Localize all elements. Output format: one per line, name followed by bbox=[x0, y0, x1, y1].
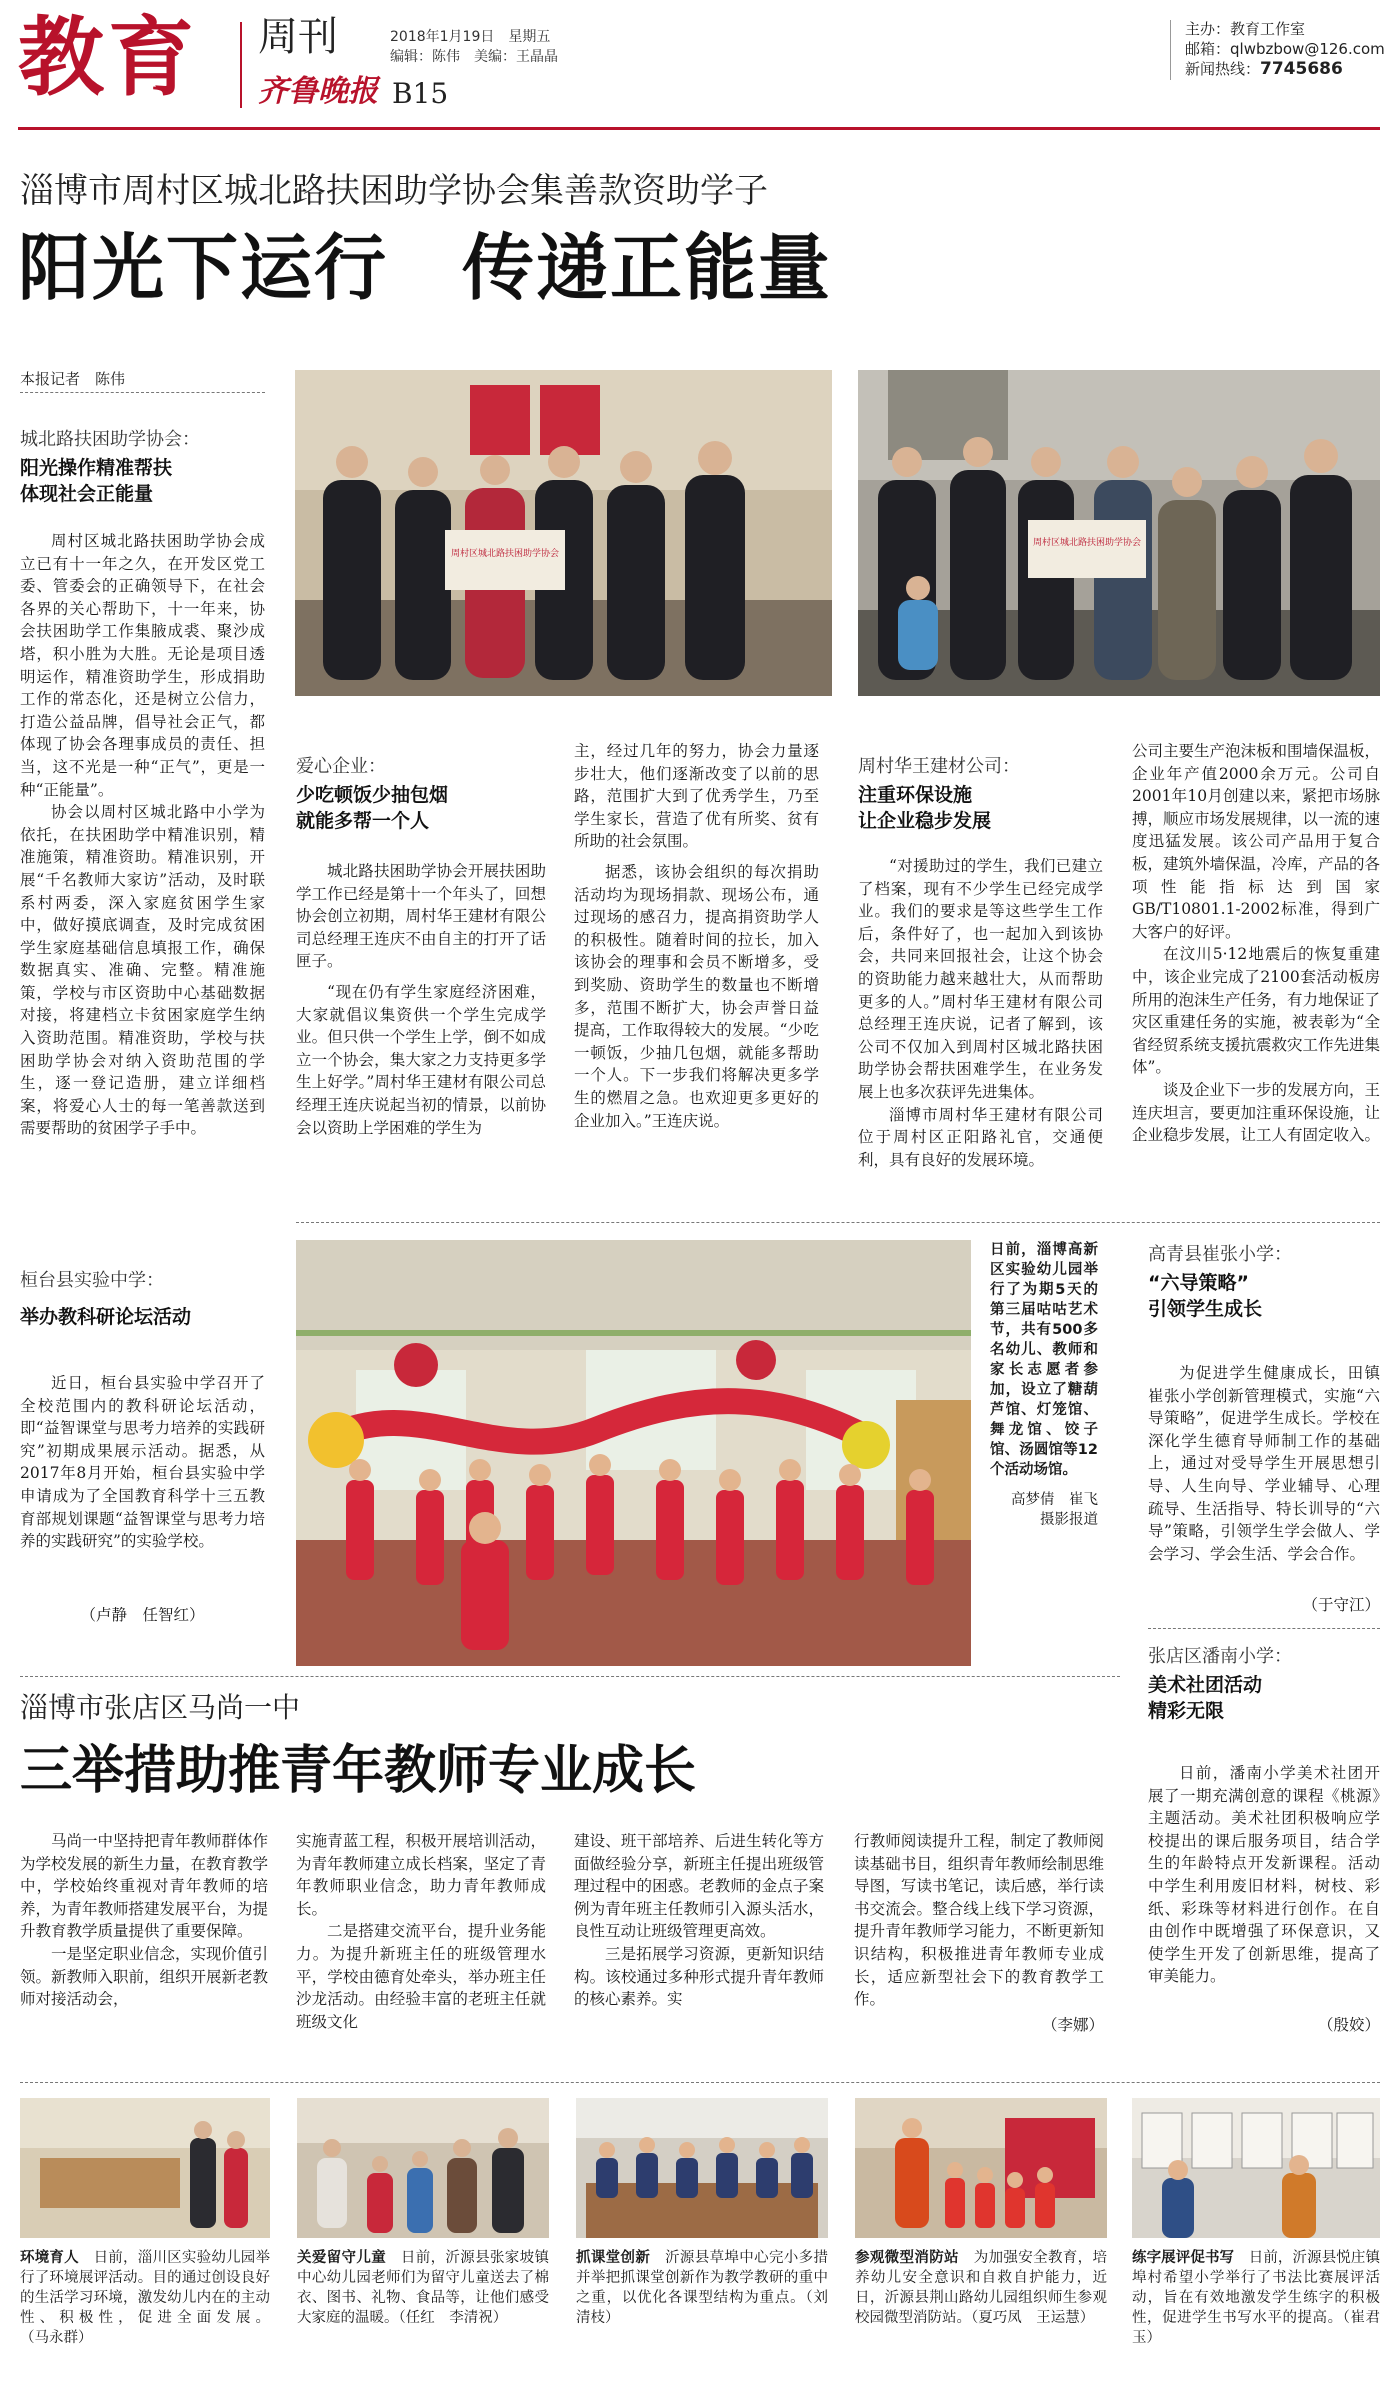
hotline-line bbox=[1185, 58, 1343, 79]
masthead-rule bbox=[18, 127, 1380, 130]
paragraph: 淄博市周村华王建材有限公司位于周村区正阳路礼官，交通便利，具有良好的发展环境。 bbox=[858, 1105, 1103, 1169]
col4-subhead: 注重环保设施 让企业稳步发展 bbox=[858, 784, 992, 832]
gaoqing-body bbox=[1148, 1362, 1380, 1592]
gaoqing-sign: （于守江） bbox=[1302, 1596, 1380, 1614]
photo-donation-1-image bbox=[295, 370, 832, 696]
page-number: B15 bbox=[392, 77, 449, 110]
mashang-kicker: 淄博市张店区马尚一中 bbox=[20, 1691, 301, 1724]
bottom-caption-2 bbox=[297, 2248, 549, 2328]
bottom-photo-3-image bbox=[576, 2098, 828, 2238]
bottom-photo-1 bbox=[20, 2098, 270, 2238]
photo2-banner-text: 周村区城北路扶困助学协会 bbox=[1032, 538, 1142, 548]
bottom-caption-5 bbox=[1132, 2248, 1380, 2348]
kindergarten-caption-text: 日前，淄博高新区实验幼儿园举行了为期5天的第三届咕咕艺术节，共有500多名幼儿、教师和家长志愿者参加，设立了糖葫芦馆、灯笼馆、舞龙馆、饺子馆、汤圆馆等12个活动场馆。 bbox=[990, 1242, 1098, 1478]
bottom-photo-2 bbox=[297, 2098, 549, 2238]
bottom-title: 练字展评促书写 bbox=[1132, 2250, 1235, 2266]
bottom-photo-2-image bbox=[297, 2098, 549, 2238]
bottom-title: 抓课堂创新 bbox=[576, 2250, 651, 2266]
bottom-item bbox=[576, 2098, 828, 2328]
bottom-sign: （夏巧凤 王运慧） bbox=[971, 2310, 1095, 2326]
col4-kicker: 周村华王建材公司： bbox=[858, 756, 1020, 777]
col2-subhead: 少吃顿饭少抽包烟 就能多帮一个人 bbox=[296, 784, 449, 832]
bottom-photo-3 bbox=[576, 2098, 828, 2238]
photo1-banner-text: 周村区城北路扶困助学协会 bbox=[450, 549, 560, 559]
panan-body bbox=[1148, 1762, 1380, 2012]
photo-donation-1 bbox=[295, 370, 832, 696]
section-rule-1 bbox=[296, 1222, 1380, 1223]
weekly-label: 周刊 bbox=[258, 14, 338, 60]
gaoqing-kicker: 高青县崔张小学： bbox=[1148, 1244, 1292, 1265]
mashang-col3 bbox=[574, 1830, 824, 2030]
bottom-caption-4 bbox=[855, 2248, 1107, 2328]
bottom-sign: （任红 李清祝） bbox=[398, 2310, 508, 2326]
mashang-col2 bbox=[296, 1830, 546, 2030]
paragraph: 城北路扶困助学协会开展扶困助学工作已经是第十一个年头了，回想协会创立初期，周村华王建材有限公司总经理王连庆不由自主的打开了话匣子。 bbox=[296, 862, 546, 971]
paragraph: 为促进学生健康成长，田镇崔张小学创新管理模式，实施“六导策略”，促进学生成长。学校在深化学生德育导师制工作的基础上，通过对受导学生开展思想引导、人生向导、学业辅导、心理疏导、生活指导、特长训导的“六导”策略，引领学生学会做人、学会学习、学会生活、学会合作。 bbox=[1148, 1364, 1380, 1563]
email-line: 邮箱：qlwbzbow@126.com bbox=[1185, 40, 1385, 58]
paragraph: 近日，桓台县实验中学召开了全校范围内的教科研论坛活动，即“益智课堂与思考力培养的实践研究”初期成果展示活动。据悉，从2017年8月开始，桓台县实验中学申请成为了全国教育科学十三五教育部规划课题“益智课堂与思考力培养的实践研究”的实验学校。 bbox=[20, 1374, 265, 1551]
kindergarten-caption bbox=[990, 1240, 1113, 1530]
kindergarten-photo-image bbox=[296, 1240, 971, 1666]
col3-body bbox=[574, 740, 819, 1230]
bottom-text: 日前，淄川区实验幼儿园举行了环境展评活动。目的通过创设良好的生活学习环境，激发幼儿内在的主动性、积极性，促进全面发展。 bbox=[20, 2250, 270, 2326]
bottom-photo-4-image bbox=[855, 2098, 1107, 2238]
section-title: 教育 bbox=[18, 8, 198, 108]
paragraph: 公司主要生产泡沫板和围墙保温板，企业年产值2000余万元。公司自2001年10月创建以来，紧把市场脉搏，顺应市场发展规律，以一流的速度迅猛发展。该公司产品用于复合板，建筑外墙保温，冷库，产品的各项性能指标达到国家GB/T10801.1-2002标准，得到广大客户的好评。 bbox=[1132, 742, 1380, 941]
paragraph: 在汶川5·12地震后的恢复重建中，该企业完成了2100套活动板房所用的泡沫生产任务，有力地保证了灾区重建任务的实施，被表彰为“全省经贸系统支援抗震救灾工作先进集体”。 bbox=[1132, 945, 1380, 1077]
hotline-number: 7745686 bbox=[1260, 59, 1343, 79]
paragraph: 主，经过几年的努力，协会力量逐步壮大，他们逐渐改变了以前的思路，范围扩大到了优秀学生，乃至学生家长，营造了优有所奖、贫有所助的社会氛围。 bbox=[574, 742, 819, 851]
mashang-sign: （李娜） bbox=[1041, 2016, 1104, 2034]
panan-subhead: 美术社团活动 精彩无限 bbox=[1148, 1674, 1263, 1722]
masthead-right-divider bbox=[1170, 20, 1171, 80]
bottom-text: 日前，沂源县张家坡镇中心幼儿园老师们为留守儿童送去了棉衣、图书、礼物、食品等，让他们感受大家庭的温暖。 bbox=[297, 2250, 549, 2326]
date-line: 2018年1月19日 星期五 bbox=[390, 29, 551, 45]
bottom-photo-5-image bbox=[1132, 2098, 1380, 2238]
panan-sign: （殷姣） bbox=[1317, 2016, 1380, 2034]
paragraph: 周村区城北路扶困助学协会成立已有十一年之久，在开发区党工委、管委会的正确领导下，在社会各界的关心帮助下，十一年来，协会扶困助学工作集腋成裘、聚沙成塔，积小胜为大胜。无论是项目透明运作，精准资助学生，形成捐助工作的常态化，还是树立公信力，打造公益品牌，倡导社会正气，都体现了协会各理事成员的责任、担当，这不光是一种“正气”，更是一种“正能量”。 bbox=[20, 532, 265, 799]
taian-body bbox=[20, 1372, 265, 1602]
paper-logo: 齐鲁晚报 bbox=[258, 74, 378, 109]
col2-body bbox=[296, 860, 546, 1225]
paragraph: 据悉，该协会组织的每次捐助活动均为现场捐款、现场公布，通过现场的感召力，提高捐资助学人的积极性。随着时间的拉长，加入该协会的理事和会员不断增多，受到奖励、资助学生的数量也不断增多，范围不断扩大，协会声誉日益提高，工作取得较大的发展。“少吃一顿饭，少抽几包烟，就能多帮助一个人。下一步我们将解决更多学生的燃眉之急。也欢迎更多更好的企业加入。”王连庆说。 bbox=[574, 862, 819, 1130]
bottom-sign: （马永群） bbox=[20, 2330, 93, 2346]
bottom-item bbox=[1132, 2098, 1380, 2348]
bottom-sign: （刘清枝） bbox=[576, 2290, 828, 2326]
bottom-caption-3 bbox=[576, 2248, 828, 2328]
bottom-photo-1-image bbox=[20, 2098, 270, 2238]
bottom-text: 沂源县草埠中心完小多措并举把抓课堂创新作为教学教研的重中之重，以优化各课型结构为重点。 bbox=[576, 2250, 828, 2306]
col4-body bbox=[858, 855, 1103, 1230]
lead-byline: 本报记者 陈伟 bbox=[20, 370, 126, 388]
taian-kicker: 桓台县实验中学： bbox=[20, 1270, 164, 1291]
panan-kicker: 张店区潘南小学： bbox=[1148, 1646, 1292, 1667]
editor-line: 编辑：陈伟 美编：王晶晶 bbox=[390, 49, 558, 65]
photo-donation-2-image bbox=[858, 370, 1380, 696]
paragraph: 三是拓展学习资源，更新知识结构。该校通过多种形式提升青年教师的核心素养。实 bbox=[574, 1944, 824, 2009]
sidebar-body bbox=[20, 530, 265, 1350]
kindergarten-credit: 高梦倩 崔飞 摄影报道 bbox=[1011, 1492, 1113, 1528]
bottom-caption-1 bbox=[20, 2248, 270, 2348]
col5-body bbox=[1132, 740, 1380, 1230]
hotline-label: 新闻热线： bbox=[1185, 60, 1261, 78]
sidebar-subhead: 阳光操作精准帮扶 体现社会正能量 bbox=[20, 457, 173, 505]
taian-subhead: 举办教科研论坛活动 bbox=[20, 1306, 192, 1328]
bottom-item bbox=[855, 2098, 1107, 2328]
paragraph: 协会以周村区城北路中小学为依托，在扶困助学中精准识别，精准施策，精准资助。精准识别，开展“千名教师大家访”活动，及时联系村两委，深入家庭贫困学生家中，做好摸底调查，及时完成贫困学生家庭基础信息填报工作，确保数据真实、准确、完整。精准施策，学校与市区资助中心基础数据对接，将建档立卡贫困家庭学生纳入资助范围。精准资助，学校与扶困助学协会对纳入资助范围的学生，逐一登记造册，建立详细档案，将爱心人士的每一笔善款送到需要帮助的贫困学子手中。 bbox=[20, 803, 265, 1138]
paragraph: 谈及企业下一步的发展方向，王连庆坦言，要更加注重环保设施，让企业稳步发展，让工人有固定收入。 bbox=[1132, 1080, 1380, 1145]
bottom-title: 参观微型消防站 bbox=[855, 2250, 959, 2266]
host-line: 主办：教育工作室 bbox=[1185, 20, 1306, 38]
mashang-col4 bbox=[854, 1830, 1104, 2030]
byline-rule bbox=[20, 392, 265, 393]
bottom-text: 为加强安全教育，培养幼儿安全意识和自救自护能力，近日，沂源县荆山路幼儿园组织师生参观校园微型消防站。 bbox=[855, 2250, 1107, 2326]
paragraph: 二是搭建交流平台，提升业务能力。为提升新班主任的班级管理水平，学校由德育处牵头，举办班主任沙龙活动。由经验丰富的老班主任就班级文化 bbox=[296, 1922, 546, 2030]
paragraph: 一是坚定职业信念，实现价值引领。新教师入职前，组织开展新老教师对接活动会， bbox=[20, 1944, 268, 2009]
gaoqing-subhead: “六导策略” 引领学生成长 bbox=[1148, 1272, 1263, 1320]
bottom-title: 关爱留守儿童 bbox=[297, 2250, 387, 2266]
bottom-sign: （崔君玉） bbox=[1132, 2310, 1380, 2346]
mashang-headline: 三举措助推青年教师专业成长 bbox=[20, 1741, 697, 1801]
lead-headline: 阳光下运行 传递正能量 bbox=[18, 226, 833, 310]
bottom-photo-4 bbox=[855, 2098, 1107, 2238]
paragraph: 马尚一中坚持把青年教师群体作为学校发展的新生力量，在教育教学中，学校始终重视对青年教师的培养，为青年教师搭建发展平台，为提升教育教学质量提供了重要保障。 bbox=[20, 1832, 268, 1941]
paragraph: 实施青蓝工程，积极开展培训活动，为青年教师建立成长档案，坚定了青年教师职业信念，助力青年教师成长。 bbox=[296, 1832, 546, 1918]
paragraph: 行教师阅读提升工程，制定了教师阅读基础书目，组织青年教师绘制思维导图，写读书笔记，读后感，举行读书交流会。整合线上线下学习资源，提升青年教师学习能力，不断更新知识结构，积极推进青年教师专业成长，适应新型社会下的教育教学工作。 bbox=[854, 1832, 1104, 2009]
bottom-strip bbox=[20, 2098, 1380, 2388]
paragraph: 日前，潘南小学美术社团开展了一期充满创意的课程《桃源》主题活动。美术社团积极响应学校提出的课后服务项目，结合学生的年龄特点开发新课程。活动中学生利用废旧材料，树枝、彩纸、彩珠等材料进行创作。在自由创作中既增强了环保意识，又使学生开发了创新思维，提高了审美能力。 bbox=[1148, 1764, 1380, 1986]
sidebar-kicker: 城北路扶困助学协会： bbox=[20, 429, 200, 450]
bottom-item bbox=[297, 2098, 549, 2328]
paragraph: “对援助过的学生，我们已建立了档案，现有不少学生已经完成学业。我们的要求是等这些学生工作后，条件好了，也一起加入到该协会，共同来回报社会，让这个协会的资助能力越来越壮大，从而帮助更多的人。”周村华王建材有限公司总经理王连庆说，记者了解到，该公司不仅加入到周村区城北路扶困助学协会帮扶困难学生，在业务发展上也多次获评先进集体。 bbox=[858, 857, 1103, 1101]
gaoqing-rule bbox=[1148, 1628, 1380, 1629]
bottom-photo-5 bbox=[1132, 2098, 1380, 2238]
paragraph: 建设、班干部培养、后进生转化等方面做经验分享，新班主任提出班级管理过程中的困惑。老教师的金点子案例为青年班主任教师引入源头活水，良性互动让班级管理更高效。 bbox=[574, 1832, 824, 1941]
col2-kicker: 爱心企业： bbox=[296, 756, 386, 777]
taian-sign: （卢静 任智红） bbox=[80, 1606, 205, 1624]
section-rule-3 bbox=[20, 2082, 1380, 2083]
photo-donation-2 bbox=[858, 370, 1380, 696]
paragraph: “现在仍有学生家庭经济困难，大家就倡议集资供一个学生完成学业。但只供一个学生上学，倒不如成立一个协会，集大家之力支持更多学生上好学。”周村华王建材有限公司总经理王连庆说起当初的情景，以前协会以资助上学困难的学生为 bbox=[296, 982, 546, 1137]
bottom-text: 日前，沂源县悦庄镇埠村希望小学举行了书法比赛展评活动，旨在有效地激发学生练字的积极性，促进学生书写水平的提高。 bbox=[1132, 2250, 1380, 2326]
mashang-col1 bbox=[20, 1830, 268, 2030]
masthead-divider bbox=[240, 22, 242, 108]
masthead bbox=[0, 0, 1395, 130]
lead-kicker: 淄博市周村区城北路扶困助学协会集善款资助学子 bbox=[20, 171, 768, 211]
kindergarten-photo bbox=[296, 1240, 971, 1666]
bottom-title: 环境育人 bbox=[20, 2250, 79, 2266]
bottom-item bbox=[20, 2098, 270, 2348]
section-rule-2 bbox=[20, 1676, 1120, 1677]
